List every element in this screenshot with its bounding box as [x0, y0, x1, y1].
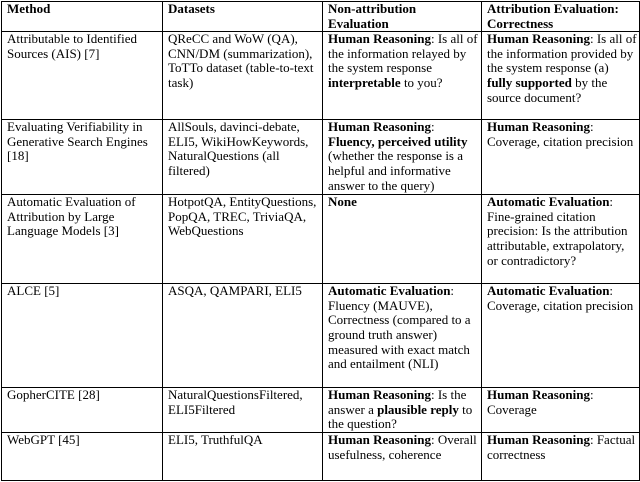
text-run: : Is all of the information provided by the system response (a) — [487, 31, 637, 76]
attribution-cell — [482, 433, 640, 481]
header-method: Method — [2, 2, 163, 32]
bold-text: Human Reasoning — [487, 31, 590, 47]
datasets-cell: ELI5, TruthfulQA — [163, 433, 323, 481]
text-run: : Is all of the information relayed by the system response — [328, 31, 478, 76]
bold-text: Automatic Evaluation — [487, 194, 610, 210]
non-attribution-cell — [323, 388, 482, 433]
bold-text: Human Reasoning — [487, 387, 590, 403]
header-attribution: Attribution Evaluation: Correctness — [482, 2, 640, 32]
attribution-cell — [482, 388, 640, 433]
bold-text: interpretable — [328, 74, 401, 90]
attribution-cell — [482, 195, 640, 284]
attribution-cell — [482, 120, 640, 195]
header-non-attribution: Non-attribution Evaluation — [323, 2, 482, 32]
datasets-cell: NaturalQuestionsFiltered, ELI5Filtered — [163, 388, 323, 433]
method-cell: WebGPT [45] — [2, 433, 163, 481]
header-datasets: Datasets — [163, 2, 323, 32]
table-row — [2, 284, 640, 388]
text-run: to the question? — [328, 401, 473, 432]
datasets-cell: HotpotQA, EntityQuestions, PopQA, TREC, TriviaQA, WebQuestions — [163, 195, 323, 284]
table-row — [2, 388, 640, 433]
table-row — [2, 32, 640, 120]
text-run: : Coverage, citation precision — [487, 283, 634, 313]
bold-text: Human Reasoning — [328, 119, 431, 135]
attribution-cell — [482, 284, 640, 388]
text-run: : Factual correctness — [487, 432, 636, 462]
text-run: (whether the response is a helpful and informative answer to the query) — [328, 148, 464, 193]
method-cell: ALCE [5] — [2, 284, 163, 388]
text-run: to you? — [400, 74, 443, 90]
text-run: : Is the answer a — [328, 387, 467, 417]
method-cell: Automatic Evaluation of Attribution by Large Language Models [3] — [2, 195, 163, 284]
bold-text: fully supported — [487, 74, 572, 90]
text-run: by the source document? — [487, 74, 608, 105]
non-attribution-cell — [323, 284, 482, 388]
non-attribution-cell — [323, 433, 482, 481]
methods-table — [1, 1, 640, 481]
datasets-cell: AllSouls, davinci-debate, ELI5, WikiHowKeywords, NaturalQuestions (all filtered) — [163, 120, 323, 195]
table-row — [2, 433, 640, 481]
bold-text: Automatic Evaluation — [328, 283, 451, 299]
bold-text: Human Reasoning — [487, 432, 590, 448]
non-attribution-cell — [323, 32, 482, 120]
bold-text: Human Reasoning — [328, 387, 431, 403]
method-cell: Attributable to Identified Sources (AIS) [7] — [2, 32, 163, 120]
text-run: : — [430, 119, 435, 135]
bold-text: Human Reasoning — [328, 31, 431, 47]
table-row — [2, 195, 640, 284]
bold-text: plausible reply — [377, 401, 459, 417]
bold-text: None — [328, 194, 357, 210]
text-run: : Coverage, citation precision — [487, 119, 634, 149]
bold-text: Fluency, perceived utility — [328, 133, 468, 149]
text-run: : Coverage — [487, 387, 594, 417]
datasets-cell: ASQA, QAMPARI, ELI5 — [163, 284, 323, 388]
attribution-cell — [482, 32, 640, 120]
method-cell: Evaluating Verifiability in Generative Search Engines [18] — [2, 120, 163, 195]
non-attribution-cell — [323, 120, 482, 195]
bold-text: Automatic Evaluation — [487, 283, 610, 299]
bold-text: Human Reasoning — [487, 119, 590, 135]
method-cell: GopherCITE [28] — [2, 388, 163, 433]
text-run: : Fluency (MAUVE), Correctness (compared to a ground truth answer) measured with exact match and entailment (NLI) — [328, 283, 471, 372]
header-row — [2, 2, 640, 32]
bold-text: Human Reasoning — [328, 432, 431, 448]
non-attribution-cell — [323, 195, 482, 284]
datasets-cell: QReCC and WoW (QA), CNN/DM (summarization), ToTTo dataset (table-to-text task) — [163, 32, 323, 120]
table-row — [2, 120, 640, 195]
text-run: : Overall usefulness, coherence — [328, 432, 477, 462]
text-run: : Fine-grained citation precision: Is the attribution attributable, extrapolatory, or contradictory? — [487, 194, 628, 268]
